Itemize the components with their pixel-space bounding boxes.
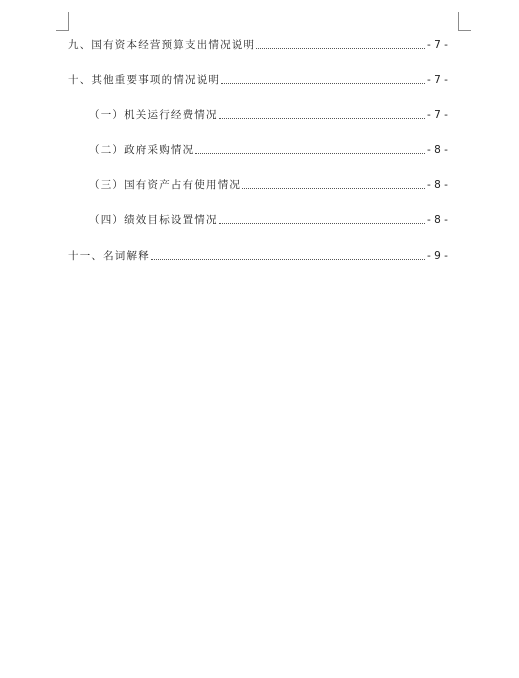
toc-dot-leader [195, 153, 425, 154]
toc-dot-leader [219, 223, 425, 224]
toc-dot-leader [151, 259, 425, 260]
toc-entry-title: （四）绩效目标设置情况 [89, 214, 218, 226]
toc-entry-title: （二）政府采购情况 [89, 144, 195, 156]
toc-entry-level1[interactable] [0, 69, 519, 87]
crop-mark-top-left [56, 12, 69, 31]
toc-entry-title: （三）国有资产占有使用情况 [89, 179, 242, 191]
toc-entry-level2[interactable] [0, 104, 519, 122]
toc-dot-leader [242, 188, 425, 189]
toc-page-number: - 8 - [427, 144, 448, 156]
toc-page-number: - 8 - [427, 179, 448, 191]
toc-entry-level2[interactable] [0, 139, 519, 157]
toc-entry-title: 十一、名词解释 [68, 250, 150, 262]
crop-mark-top-right [458, 12, 471, 31]
toc-page-number: - 7 - [427, 39, 448, 51]
toc-entry-title: 九、国有资本经营预算支出情况说明 [68, 39, 256, 51]
toc-page-number: - 9 - [427, 250, 448, 262]
toc-entry-level2[interactable] [0, 209, 519, 227]
toc-entry-level1[interactable] [0, 34, 519, 52]
toc-page-number: - 7 - [427, 74, 448, 86]
toc-entry-level2[interactable] [0, 174, 519, 192]
toc-page-number: - 7 - [427, 109, 448, 121]
toc-entry-title: 十、其他重要事项的情况说明 [68, 74, 221, 86]
toc-entry-level1[interactable] [0, 245, 519, 263]
toc-dot-leader [221, 83, 425, 84]
toc-dot-leader [219, 118, 425, 119]
toc-entry-title: （一）机关运行经费情况 [89, 109, 218, 121]
toc-page-number: - 8 - [427, 214, 448, 226]
toc-dot-leader [256, 48, 425, 49]
